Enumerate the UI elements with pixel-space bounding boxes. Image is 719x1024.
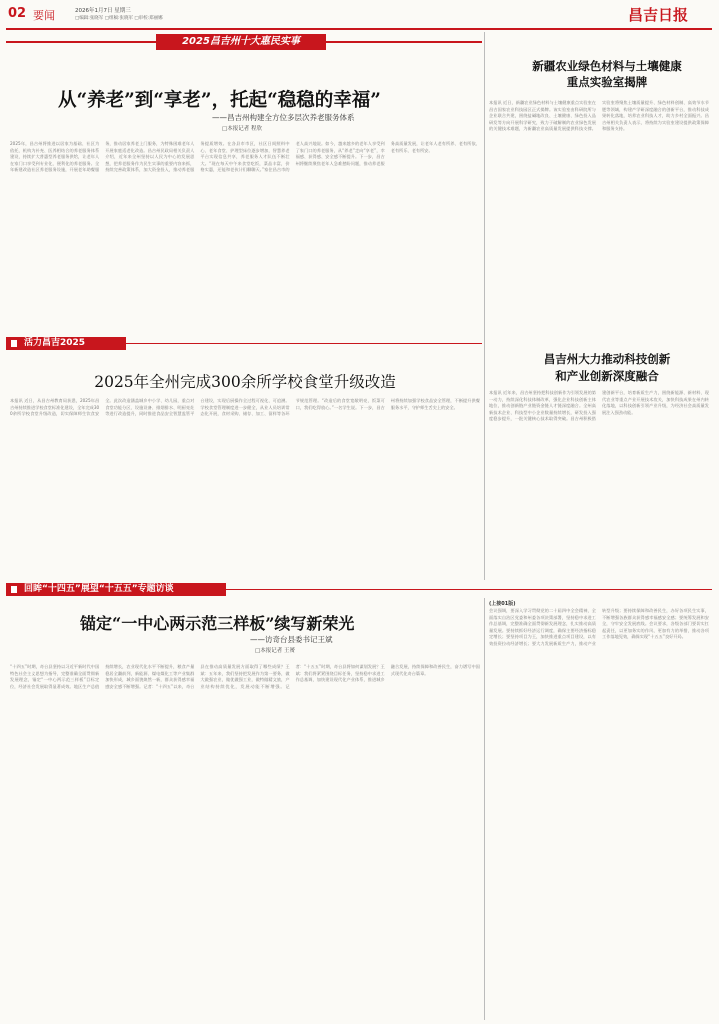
article-headline: 和产业创新深度融合 [555,369,659,383]
article-body: “十四五”时期，奇台县坚持以习近平新时代中国特色社会主义思想为指导，完整准确全面贯彻新发展理念，锚定“一中心两示范三样板”目标定位，经济社会发展取得显著成效。地区生产总值持续增长，农业现代化水平不断提升，粮食产量稳居全疆前列，新能源、煤电煤化工等产业集群加快形成，城乡面貌焕然一新，群众获得感幸福感安全感不断增强。记者：“十四五”以来，奇台县在推动高质量发展方面取得了哪些成绩？王斌：五年来，我们坚持把发展作为第一要务，做大做强农业，做优做强工业，做特做精文旅，产业结构持续优化，发展动能不断增强。记者：“十五五”时期，奇台县将如何谋划发展？王斌：我们将紧紧围绕目标任务，坚持稳中求进工作总基调，加快建设现代化产业体系，推进城乡融合发展，持续保障和改善民生，奋力谱写中国式现代化奇台篇章。 [10,664,480,689]
right-column-divider [484,598,485,1020]
feature-banner-title: 2025昌吉州十大惠民实事 [156,34,326,50]
article-body: 2025年，昌吉州将推进以居家为基础、社区为依托、机构为补充、医养相结合的养老服务体系建设，持续扩大普惠型养老服务供给，让老年人在家门口享受到专业化、便利化的养老服务。全年新建改造社区养老服务设施，开展老年助餐服务，推动居家养老上门服务，为特殊困难老年人开展家庭适老化改造。昌吉州民政局相关负责人介绍，近年来全州坚持以人民为中心的发展思想，把养老服务作为民生实事的重要内容来抓，持续完善政策体系，加大资金投入，推动养老服务提质增效。在各县市市区，社区日间照料中心、老年食堂、护理型床位逐步增加，智慧养老平台实现信息共享，养老服务人才队伍不断壮大。“现在每天中午来食堂吃饭，菜品丰富，价格实惠，还能和老伙计们聊聊天。”家住昌吉市的老人高兴地说。如今，越来越多的老年人享受到了家门口的养老服务，从“养老”走向“享老”，幸福感、获得感、安全感不断提升。下一步，昌吉州将继续聚焦老年人急难愁盼问题，推动养老服务高质量发展，让老年人老有所养、老有所依、老有所乐、老有所安。 [10,141,480,172]
article-subhead: ——访奇台县委书记王斌 [250,635,333,644]
article-body: 会议强调，要深入学习贯彻党的二十届四中全会精神，全面落实自治区党委和州委各项决策部署，坚持稳中求进工作总基调，完整准确全面贯彻新发展理念，扎实推动高质量发展。要持续抓好经济运行调度，确保主要经济指标稳定增长；要坚持项目为王，加快推进重点项目建设，以有效投资拉动经济增长；要大力发展新质生产力，推动产业转型升级；要持续保障和改善民生，办好各项民生实事，不断增强各族群众获得感幸福感安全感；要统筹发展和安全，守牢安全发展底线。会议要求，各级各部门要切实扛起责任，以更加务实的作风、更加有力的举措，推动各项工作落地见效，确保实现“十五五”良好开局。 [489,608,709,646]
section-banner: 回眸“十四五”展望“十五五”专题访谈 [6,583,226,596]
article-body: 本报讯 近日，新疆农业绿色材料与土壤健康重点实验室在昌吉国家农业科技园区正式揭牌。该实验室由科研院所与企业联合共建，围绕盐碱地改良、土壤健康、绿色投入品研发等方向开展科学研究，致力于破解制约农业绿色发展的关键技术难题，为新疆农业高质量发展提供科技支撑。实验室将聚焦土壤质量提升、绿色材料创制、高效节水节肥等领域，构建产学研深度融合的创新平台，推动科技成果转化落地，培养农业科技人才，助力乡村全面振兴。昌吉州相关负责人表示，将持续为实验室建设提供政策保障和服务支持。 [489,100,709,131]
article-headline: 新疆农业绿色材料与土壤健康 [532,59,682,73]
right-column-divider [484,32,485,580]
article-subhead: ——昌吉州构建全方位多层次养老服务体系 [212,113,355,122]
page-number: 02 [8,6,27,21]
masthead [0,0,719,30]
article-headline: 从“养老”到“享老”，托起“稳稳的幸福” [58,90,381,111]
masthead-rule [6,28,712,30]
article-headline: 昌吉州大力推动科技创新 [543,352,671,366]
article-byline: □本报记者 王赟 [255,648,295,654]
article-headline: 重点实验室揭牌 [566,75,648,89]
article-headline: 锚定“一中心两示范三样板”续写新荣光 [80,614,355,633]
section-banner: 活力昌吉2025 [6,337,126,350]
article-headline: 2025年全州完成300余所学校食堂升级改造 [94,373,396,391]
issue-date: 2026年1月7日 星期三 [75,8,131,14]
continuation-label: (上接01版) [489,601,516,607]
article-byline: □本报记者 程欣 [222,126,262,132]
feature-banner [6,32,482,52]
section-name: 要闻 [33,9,55,22]
editor-line: □编辑:张晓军 □组稿:张晓军 □审校:郑丽娜 [75,16,163,21]
newspaper-logo: 昌吉日报 [628,6,689,24]
section-banner-rule [226,589,712,590]
article-body: 本报讯 近日，从昌吉州教育局获悉，2025年昌吉州持续推进学校食堂标准化建设，全年完成300余所学校食堂升级改造，切实保障师生饮食安全。此次改造涵盖城乡中小学、幼儿园，重点对食堂功能分区、设施设备、排烟排水、明厨亮灶等进行改造提升，同时推进食品安全智慧监管平台建设，实现后厨操作全过程可视化、可追溯。学校食堂管理制度进一步健全，从业人员培训常态化开展，食材采购、储存、加工、留样等各环节规范管理。“改造后的食堂宽敞明亮，饭菜可口，我们吃得放心。”一名学生说。下一步，昌吉州将持续加强学校食品安全管理，不断提升供餐服务水平，守护师生舌尖上的安全。 [10,398,480,416]
section-banner-rule [126,343,482,344]
article-body: 本报讯 近年来，昌吉州坚持把科技创新作为引领发展的第一动力，持续深化科技体制改革，强化企业科技创新主体地位，推动创新链产业链资金链人才链深度融合。全州高新技术企业、科技型中小企业数量持续增长，研发投入强度稳步提升，一批关键核心技术取得突破。昌吉州积极搭建创新平台，培育新质生产力，围绕新能源、新材料、现代农业等重点产业开展技术攻关，加快科技成果在州内转化落地，以科技创新引领产业升级，为经济社会高质量发展注入强劲动能。 [489,390,709,421]
